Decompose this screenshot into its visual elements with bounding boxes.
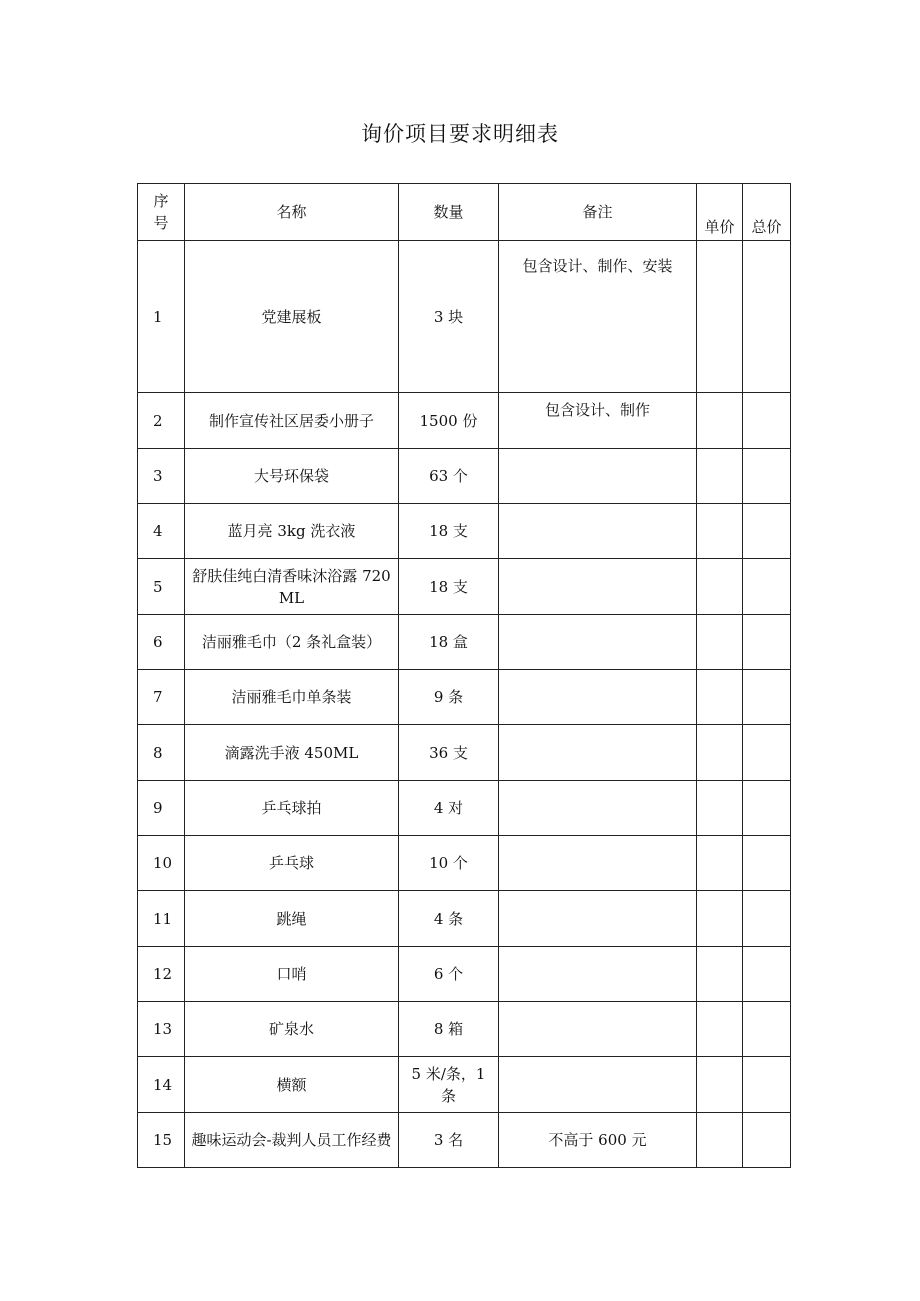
cell-qty: 1500 份 [399, 393, 499, 449]
cell-unit-price [697, 504, 743, 559]
cell-unit-price [697, 781, 743, 836]
cell-unit-price [697, 559, 743, 615]
cell-qty: 3 名 [399, 1113, 499, 1168]
cell-total-price [743, 781, 791, 836]
cell-qty: 63 个 [399, 449, 499, 504]
table-row [138, 559, 791, 615]
cell-no: 14 [138, 1057, 185, 1113]
cell-no: 12 [138, 947, 185, 1002]
cell-name: 滴露洗手液 450ML [185, 725, 399, 781]
table-header-row [138, 184, 791, 241]
cell-name: 洁丽雅毛巾（2 条礼盒装） [185, 615, 399, 670]
cell-no: 1 [138, 241, 185, 393]
cell-name: 舒肤佳纯白清香味沐浴露 720ML [185, 559, 399, 615]
cell-note: 包含设计、制作、安装 [499, 241, 697, 393]
cell-qty: 4 对 [399, 781, 499, 836]
cell-qty: 4 条 [399, 891, 499, 947]
cell-name: 党建展板 [185, 241, 399, 393]
cell-no: 6 [138, 615, 185, 670]
cell-no: 7 [138, 670, 185, 725]
cell-no: 8 [138, 725, 185, 781]
cell-name: 矿泉水 [185, 1002, 399, 1057]
table-row [138, 615, 791, 670]
cell-unit-price [697, 1113, 743, 1168]
cell-qty: 6 个 [399, 947, 499, 1002]
cell-no: 9 [138, 781, 185, 836]
header-qty: 数量 [399, 184, 499, 241]
table-row [138, 725, 791, 781]
cell-total-price [743, 393, 791, 449]
cell-note [499, 725, 697, 781]
table-row [138, 947, 791, 1002]
table-row [138, 1113, 791, 1168]
header-note: 备注 [499, 184, 697, 241]
cell-total-price [743, 615, 791, 670]
cell-note: 不高于 600 元 [499, 1113, 697, 1168]
cell-total-price [743, 504, 791, 559]
header-name: 名称 [185, 184, 399, 241]
cell-total-price [743, 1002, 791, 1057]
cell-total-price [743, 449, 791, 504]
header-total-price: 总价 [743, 184, 791, 241]
cell-note [499, 449, 697, 504]
header-no: 序号 [138, 184, 185, 241]
table-row [138, 1057, 791, 1113]
cell-qty: 8 箱 [399, 1002, 499, 1057]
cell-note [499, 559, 697, 615]
cell-unit-price [697, 947, 743, 1002]
cell-note [499, 1057, 697, 1113]
cell-note [499, 947, 697, 1002]
cell-name: 跳绳 [185, 891, 399, 947]
cell-unit-price [697, 1002, 743, 1057]
inquiry-detail-table [137, 183, 791, 1168]
cell-no: 10 [138, 836, 185, 891]
cell-note [499, 615, 697, 670]
cell-total-price [743, 559, 791, 615]
cell-name: 横额 [185, 1057, 399, 1113]
cell-note [499, 836, 697, 891]
table-row [138, 449, 791, 504]
cell-unit-price [697, 449, 743, 504]
cell-unit-price [697, 670, 743, 725]
cell-name: 乒乓球 [185, 836, 399, 891]
table-row [138, 891, 791, 947]
cell-unit-price [697, 725, 743, 781]
cell-unit-price [697, 891, 743, 947]
cell-note: 包含设计、制作 [499, 393, 697, 449]
cell-total-price [743, 725, 791, 781]
cell-no: 11 [138, 891, 185, 947]
cell-qty: 3 块 [399, 241, 499, 393]
cell-unit-price [697, 241, 743, 393]
table-row [138, 393, 791, 449]
cell-name: 乒乓球拍 [185, 781, 399, 836]
cell-note [499, 891, 697, 947]
table-row [138, 504, 791, 559]
cell-qty: 9 条 [399, 670, 499, 725]
cell-note [499, 781, 697, 836]
cell-qty: 18 盒 [399, 615, 499, 670]
cell-qty: 36 支 [399, 725, 499, 781]
cell-unit-price [697, 615, 743, 670]
cell-name: 蓝月亮 3kg 洗衣液 [185, 504, 399, 559]
cell-name: 口哨 [185, 947, 399, 1002]
cell-qty: 18 支 [399, 559, 499, 615]
cell-unit-price [697, 1057, 743, 1113]
cell-unit-price [697, 836, 743, 891]
cell-no: 5 [138, 559, 185, 615]
cell-total-price [743, 670, 791, 725]
table-row [138, 781, 791, 836]
cell-name: 大号环保袋 [185, 449, 399, 504]
cell-name: 趣味运动会-裁判人员工作经费 [185, 1113, 399, 1168]
cell-total-price [743, 836, 791, 891]
cell-note [499, 1002, 697, 1057]
cell-total-price [743, 1057, 791, 1113]
page-title: 询价项目要求明细表 [361, 122, 559, 146]
table-row [138, 1002, 791, 1057]
cell-note [499, 504, 697, 559]
cell-name: 制作宣传社区居委小册子 [185, 393, 399, 449]
table-row [138, 670, 791, 725]
cell-no: 3 [138, 449, 185, 504]
cell-no: 4 [138, 504, 185, 559]
cell-no: 2 [138, 393, 185, 449]
table-row [138, 836, 791, 891]
cell-qty: 10 个 [399, 836, 499, 891]
cell-note [499, 670, 697, 725]
cell-no: 15 [138, 1113, 185, 1168]
cell-no: 13 [138, 1002, 185, 1057]
cell-total-price [743, 947, 791, 1002]
cell-unit-price [697, 393, 743, 449]
cell-total-price [743, 241, 791, 393]
cell-qty: 5 米/条，1 条 [399, 1057, 499, 1113]
cell-name: 洁丽雅毛巾单条装 [185, 670, 399, 725]
table-row [138, 241, 791, 393]
cell-total-price [743, 1113, 791, 1168]
header-unit-price: 单价 [697, 184, 743, 241]
cell-qty: 18 支 [399, 504, 499, 559]
cell-total-price [743, 891, 791, 947]
